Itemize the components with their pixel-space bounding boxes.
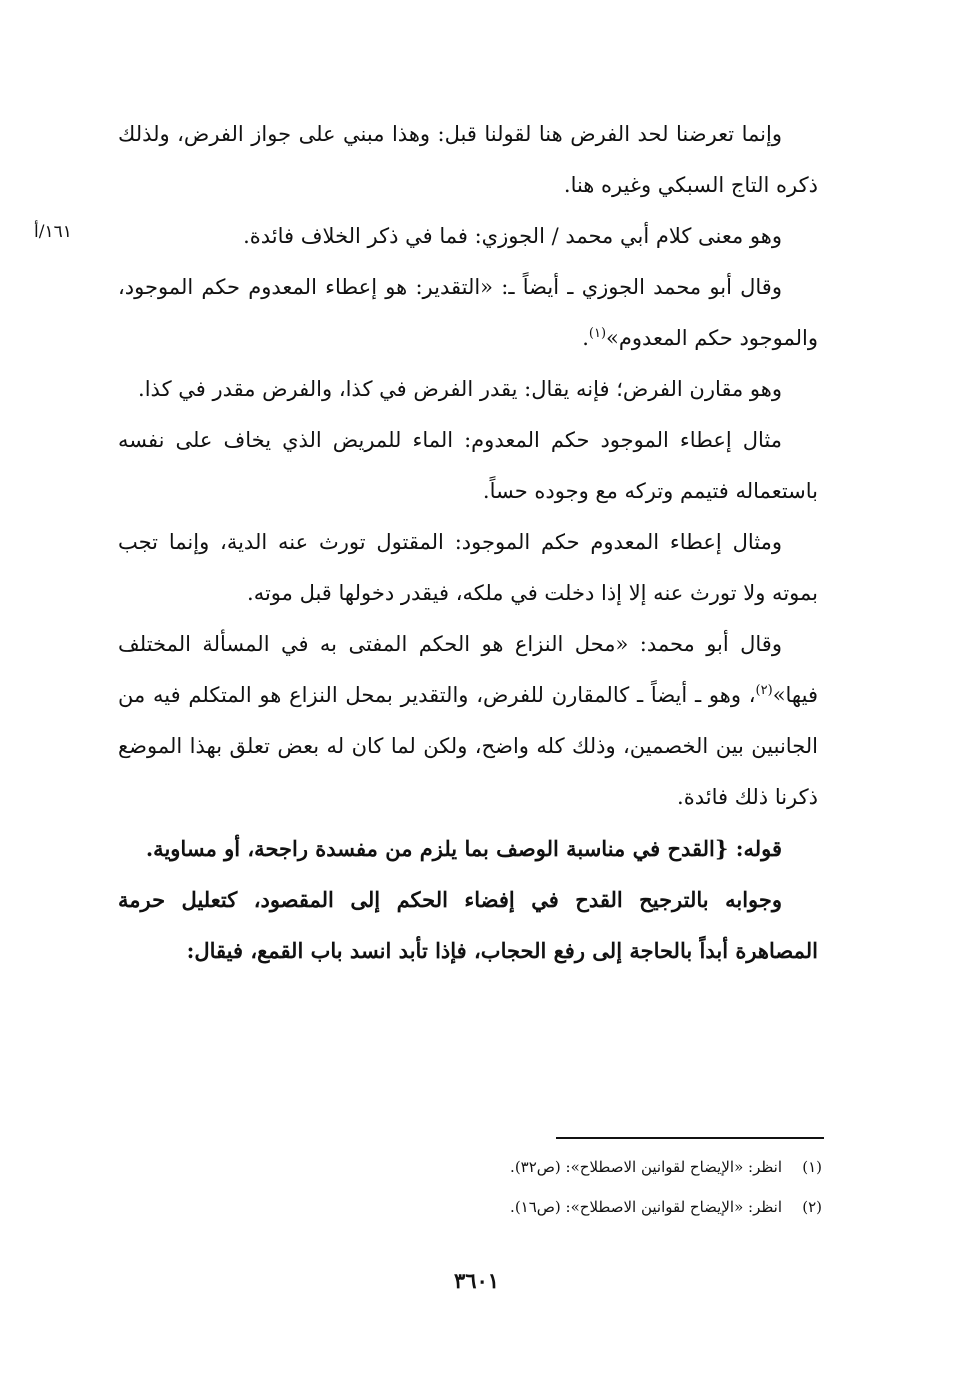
footnote-1-number: (١) [802, 1158, 822, 1176]
paragraph-9-quote: وجوابه بالترجيح القدح في إفضاء الحكم إلى المقصود، كتعليل حرمة المصاهرة أبداً بالحاجة إلى رفع الحجاب، فإذا تأبد انسد باب القمع، فيقال: [118, 887, 818, 963]
footnote-2 [118, 1198, 822, 1238]
paragraph-7-continued: ، وهو ـ أيضاً ـ كالمقارن للفرض، والتقدير بمحل النزاع هو المتكلم فيه من الجانبين بين الخصمين، وذلك كله واضح، ولكن لما كان له بعض تعلق بهذا الموضع ذكرنا ذلك فائدة. [118, 683, 818, 809]
margin-reference: ١٦١/أ [34, 222, 72, 242]
paragraph-4: وهو مقارن الفرض؛ فإنه يقال: يقدر الفرض في كذا، والفرض مقدر في كذا. [138, 377, 782, 401]
footnote-divider [556, 1137, 824, 1139]
paragraph-7-text: وقال أبو محمد: «محل النزاع هو الحكم المفتى به في المسألة المختلف فيها» [118, 632, 818, 707]
main-text [118, 109, 818, 976]
paragraph-5: مثال إعطاء الموجود حكم المعدوم: الماء للمريض الذي يخاف على نفسه باستعماله فتيمم وتركه مع وجوده حساً. [118, 428, 818, 503]
footnote-2-number: (٢) [802, 1198, 822, 1216]
paragraph-8-quote: قوله: {القدح في مناسبة الوصف بما يلزم من مفسدة راجحة، أو مساوية. [145, 836, 782, 861]
paragraph-3-text: وقال أبو محمد الجوزي ـ أيضاً ـ: «التقدير: هو إعطاء المعدوم حكم الموجود، والموجود حكم المعدوم» [118, 275, 818, 350]
paragraph-3 [118, 262, 818, 364]
paragraph-7 [118, 619, 818, 823]
footnote-marker-2: (٢) [755, 683, 773, 698]
page-number: ٣٦٠١ [453, 1268, 500, 1293]
footnote-1 [118, 1158, 822, 1198]
paragraph-6: ومثال إعطاء المعدوم حكم الموجود: المقتول تورث عنه الدية، وإنما تجب بموته ولا تورث عنه إلا إذا دخلت في ملكه، فيقدر دخولها قبل موته. [118, 530, 818, 605]
paragraph-1: وإنما تعرضنا لحد الفرض هنا لقولنا قبل: وهذا مبني على جواز الفرض، ولذلك ذكره التاج السبكي وغيره هنا. [118, 122, 818, 197]
footnotes [118, 1158, 822, 1238]
footnote-marker-1: (١) [588, 326, 607, 341]
footnote-1-text: انظر: «الإيضاح لقوانين الاصطلاح»: (ص٣٢). [510, 1158, 782, 1176]
footnote-2-text: انظر: «الإيضاح لقوانين الاصطلاح»: (ص١٦). [510, 1198, 782, 1216]
paragraph-3-end: . [582, 326, 589, 350]
paragraph-2: وهو معنى كلام أبي محمد / الجوزي: فما في ذكر الخلاف فائدة. [243, 224, 782, 248]
